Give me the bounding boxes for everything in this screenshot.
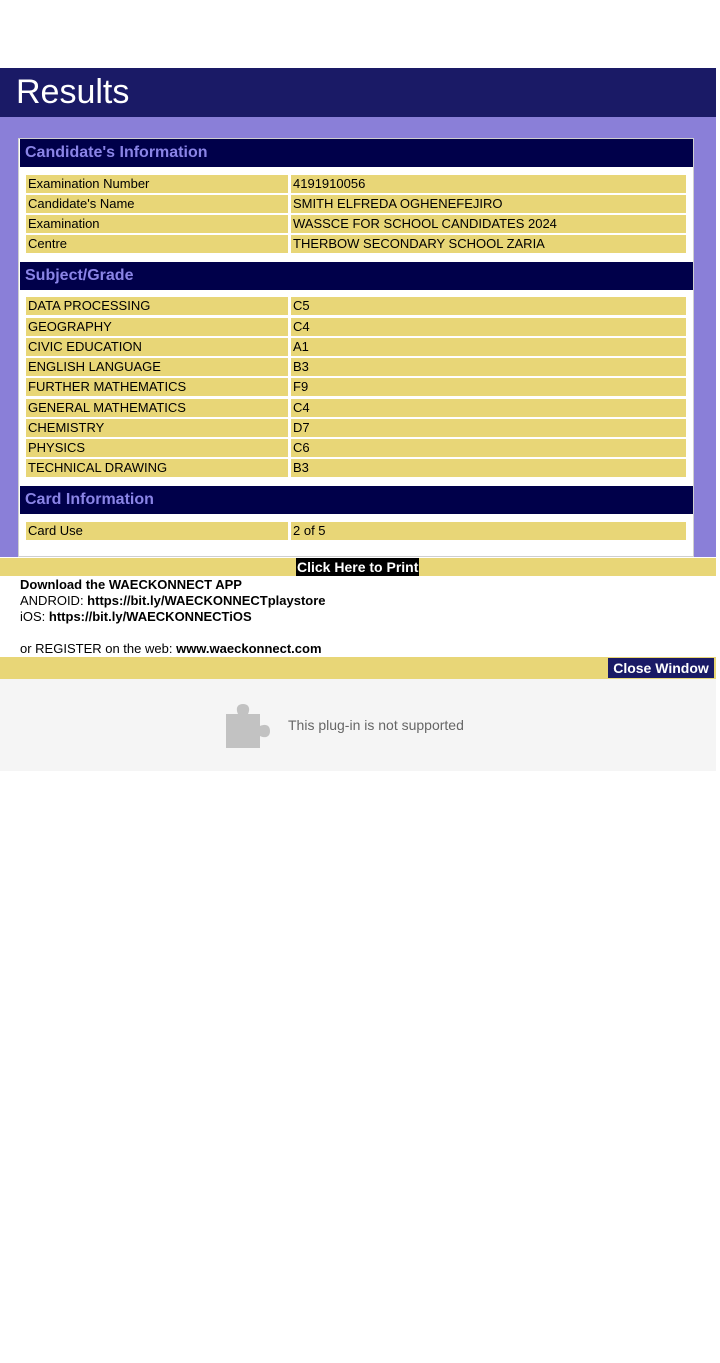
subject-grade: B3 bbox=[291, 358, 686, 376]
grade-row bbox=[26, 297, 686, 315]
info-label: Examination Number bbox=[26, 175, 288, 193]
card-use-label: Card Use bbox=[26, 522, 288, 540]
grade-row bbox=[26, 419, 686, 437]
register-link[interactable]: www.waeckonnect.com bbox=[176, 641, 322, 656]
candidate-info-heading: Candidate's Information bbox=[20, 139, 693, 167]
subject-name: GENERAL MATHEMATICS bbox=[26, 399, 288, 417]
grade-row bbox=[26, 338, 686, 356]
grade-row bbox=[26, 439, 686, 457]
ios-link[interactable]: https://bit.ly/WAECKONNECTiOS bbox=[48, 609, 252, 624]
subject-grade: D7 bbox=[291, 419, 686, 437]
close-window-button[interactable]: Close Window bbox=[608, 658, 714, 678]
info-value: SMITH ELFREDA OGHENEFEJIRO bbox=[291, 195, 686, 213]
register-prefix: or REGISTER on the web: bbox=[20, 641, 177, 656]
grade-row bbox=[26, 399, 686, 417]
card-info-heading: Card Information bbox=[20, 486, 693, 514]
subject-name: PHYSICS bbox=[26, 439, 288, 457]
android-link[interactable]: https://bit.ly/WAECKONNECTplaystore bbox=[87, 593, 326, 608]
subject-name: FURTHER MATHEMATICS bbox=[26, 378, 288, 396]
subject-name: CIVIC EDUCATION bbox=[26, 338, 288, 356]
info-label: Candidate's Name bbox=[26, 195, 288, 213]
info-value: 4191910056 bbox=[291, 175, 686, 193]
page-title: Results bbox=[0, 68, 716, 117]
info-value: THERBOW SECONDARY SCHOOL ZARIA bbox=[291, 235, 686, 253]
puzzle-icon bbox=[222, 700, 272, 750]
subject-name: CHEMISTRY bbox=[26, 419, 288, 437]
info-row-centre bbox=[26, 235, 686, 253]
info-row-exam-number bbox=[26, 175, 686, 193]
grade-row bbox=[26, 459, 686, 477]
subject-name: TECHNICAL DRAWING bbox=[26, 459, 288, 477]
grade-row bbox=[26, 318, 686, 336]
info-label: Examination bbox=[26, 215, 288, 233]
info-label: Centre bbox=[26, 235, 288, 253]
subject-grade-heading: Subject/Grade bbox=[20, 262, 693, 290]
subject-grade: C4 bbox=[291, 318, 686, 336]
subject-grade: B3 bbox=[291, 459, 686, 477]
info-row-examination bbox=[26, 215, 686, 233]
subject-grade: F9 bbox=[291, 378, 686, 396]
grade-row bbox=[26, 378, 686, 396]
plugin-message: This plug-in is not supported bbox=[288, 717, 464, 733]
app-promo-heading: Download the WAECKONNECT APP bbox=[20, 577, 242, 592]
subject-grade: C4 bbox=[291, 399, 686, 417]
subject-grade: C6 bbox=[291, 439, 686, 457]
subject-name: ENGLISH LANGUAGE bbox=[26, 358, 288, 376]
subject-grade: C5 bbox=[291, 297, 686, 315]
subject-name: GEOGRAPHY bbox=[26, 318, 288, 336]
ios-prefix: iOS: bbox=[20, 609, 49, 624]
info-value: WASSCE FOR SCHOOL CANDIDATES 2024 bbox=[291, 215, 686, 233]
android-prefix: ANDROID: bbox=[20, 593, 88, 608]
card-use-value: 2 of 5 bbox=[291, 522, 686, 540]
card-use-row bbox=[26, 522, 686, 540]
subject-name: DATA PROCESSING bbox=[26, 297, 288, 315]
info-row-candidate-name bbox=[26, 195, 686, 213]
app-promo bbox=[20, 577, 326, 657]
print-button[interactable]: Click Here to Print bbox=[297, 559, 419, 575]
subject-grade: A1 bbox=[291, 338, 686, 356]
grade-row bbox=[26, 358, 686, 376]
